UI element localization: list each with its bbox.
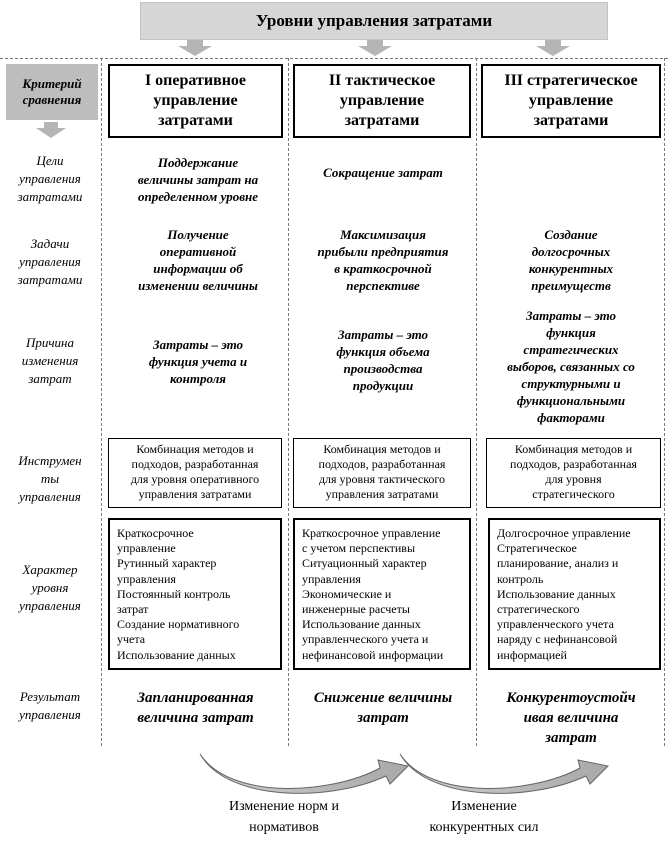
cell-line: преимуществ bbox=[531, 278, 611, 293]
box-line: стратегического bbox=[497, 602, 580, 617]
label-line: Задачи bbox=[30, 236, 70, 251]
label-line: изменения bbox=[21, 353, 79, 368]
row-label-cause bbox=[4, 334, 96, 388]
label-line: управления bbox=[19, 707, 81, 722]
header-line: затратами bbox=[344, 112, 420, 129]
box-line: планирование, анализ и bbox=[497, 556, 619, 571]
box-line: Долгосрочное управление bbox=[497, 526, 631, 540]
cell-goals-operational bbox=[108, 154, 288, 205]
box-line: управления затратами bbox=[138, 487, 252, 501]
cell-line: Поддержание bbox=[157, 155, 239, 170]
box-line: Постоянный контроль bbox=[117, 586, 231, 601]
cell-tasks-tactical bbox=[293, 226, 473, 294]
cell-line: Затраты – это bbox=[525, 308, 617, 323]
cell-line: информации об bbox=[153, 261, 243, 276]
label-line: управления bbox=[19, 489, 81, 504]
curved-arrow-right bbox=[400, 754, 608, 793]
col-divider-3 bbox=[476, 58, 477, 746]
box-line: Использование данных bbox=[497, 586, 616, 601]
box-line: информацией bbox=[497, 647, 567, 662]
header-line: II тактическое bbox=[328, 72, 436, 89]
cell-cause-operational bbox=[108, 336, 288, 387]
box-line: инженерные расчеты bbox=[302, 602, 410, 617]
box-line: нефинансовой информации bbox=[302, 647, 444, 662]
cell-line: функциональными bbox=[516, 393, 626, 408]
cell-line: функция bbox=[546, 325, 596, 340]
box-line: Краткосрочное bbox=[117, 526, 194, 540]
cell-cause-tactical bbox=[293, 326, 473, 394]
box-line: с учетом перспективы bbox=[302, 541, 416, 556]
box-line: управленческого учета и bbox=[302, 632, 429, 647]
criterion-header bbox=[6, 64, 98, 120]
cell-line: Запланированная bbox=[137, 690, 254, 706]
cell-line: Создание bbox=[544, 227, 598, 242]
box-line: для уровня тактического bbox=[318, 472, 446, 486]
cell-line: стратегических bbox=[523, 342, 619, 357]
cell-line: Максимизация bbox=[340, 227, 426, 242]
cell-line: Сокращение затрат bbox=[323, 165, 443, 180]
label-line: ты bbox=[40, 471, 60, 486]
box-line: подходов, разработанная bbox=[131, 457, 259, 471]
label-line: затратами bbox=[17, 189, 83, 204]
box-line: управленческого учета bbox=[497, 617, 614, 632]
arrow-down-col2 bbox=[358, 40, 392, 56]
cell-line: затрат bbox=[357, 710, 409, 726]
arrow-down-col3 bbox=[536, 40, 570, 56]
box-line: подходов, разработанная bbox=[318, 457, 446, 471]
box-tools-strategic bbox=[486, 438, 661, 508]
cell-result-strategic bbox=[478, 688, 664, 748]
cell-line: определенном уровне bbox=[137, 189, 258, 204]
cell-line: в краткосрочной bbox=[334, 261, 432, 276]
cell-line: перспективе bbox=[346, 278, 420, 293]
box-character-strategic bbox=[488, 518, 661, 670]
cell-line: ивая величина bbox=[523, 710, 619, 726]
transition-line: Изменение bbox=[451, 799, 517, 814]
cell-line: прибыли предприятия bbox=[317, 244, 449, 259]
transition-line: Изменение норм и bbox=[228, 799, 340, 814]
box-line: управления bbox=[117, 571, 176, 586]
box-line: управление bbox=[117, 541, 176, 556]
header-line: управление bbox=[528, 92, 614, 109]
box-line: Ситуационный характер bbox=[302, 556, 427, 571]
header-line: затратами bbox=[158, 112, 233, 129]
cell-result-operational bbox=[103, 688, 288, 728]
box-tools-operational bbox=[108, 438, 282, 508]
box-character-tactical bbox=[293, 518, 471, 670]
box-line: управления bbox=[302, 571, 361, 586]
box-line: контроль bbox=[497, 571, 544, 586]
box-line: Экономические и bbox=[302, 586, 392, 601]
box-character-operational bbox=[108, 518, 282, 670]
cell-line: функция учета и bbox=[148, 354, 248, 369]
box-line: наряду с нефинансовой bbox=[497, 632, 618, 647]
label-line: управления bbox=[19, 171, 81, 186]
cell-line: затрат bbox=[545, 730, 597, 746]
column-header-operational bbox=[108, 64, 283, 138]
transition-label-competition bbox=[396, 796, 572, 838]
row-label-character bbox=[4, 561, 96, 615]
header-line: III стратегическое bbox=[504, 72, 638, 89]
transition-line: конкурентных сил bbox=[429, 820, 539, 835]
row-label-tools bbox=[4, 452, 96, 506]
box-line: для уровня bbox=[545, 472, 602, 486]
box-line: Комбинация методов и bbox=[323, 442, 441, 456]
cell-line: структурными и bbox=[521, 376, 621, 391]
label-line: управления bbox=[19, 254, 81, 269]
header-line: управление bbox=[339, 92, 425, 109]
criterion-line: сравнения bbox=[22, 92, 82, 107]
cell-line: конкурентных bbox=[528, 261, 614, 276]
transition-label-norms bbox=[196, 796, 372, 838]
label-line: Результат bbox=[19, 689, 81, 704]
box-line: для уровня оперативного bbox=[130, 472, 260, 486]
row-label-result bbox=[4, 688, 96, 724]
cell-tasks-strategic bbox=[481, 226, 661, 294]
col-divider-2 bbox=[288, 58, 289, 746]
curved-arrow-left bbox=[200, 754, 408, 793]
col-divider-1 bbox=[101, 58, 102, 746]
box-line: Стратегическое bbox=[497, 541, 577, 556]
cell-line: производства bbox=[343, 361, 423, 376]
box-line: затрат bbox=[117, 602, 149, 617]
transition-arrows bbox=[0, 740, 668, 800]
cell-line: выборов, связанных со bbox=[507, 359, 635, 374]
label-line: управления bbox=[19, 598, 81, 613]
label-line: затратами bbox=[17, 272, 83, 287]
box-line: стратегического bbox=[532, 487, 615, 501]
box-tools-tactical bbox=[293, 438, 471, 508]
cell-line: Затраты – это bbox=[152, 337, 244, 352]
cell-line: Конкурентоустойч bbox=[506, 690, 636, 706]
column-header-strategic bbox=[481, 64, 661, 138]
col-divider-4 bbox=[664, 58, 665, 746]
label-line: Цели bbox=[36, 153, 64, 168]
cell-goals-tactical bbox=[293, 164, 473, 181]
cell-line: изменении величины bbox=[138, 278, 258, 293]
header-line: управление bbox=[153, 92, 238, 109]
box-line: Использование данных bbox=[117, 647, 236, 662]
cell-line: Затраты – это bbox=[337, 327, 429, 342]
label-line: Инструмен bbox=[18, 453, 82, 468]
cell-line: долгосрочных bbox=[531, 244, 611, 259]
box-line: Комбинация методов и bbox=[514, 442, 633, 456]
cell-line: продукции bbox=[352, 378, 414, 393]
cell-result-tactical bbox=[290, 688, 476, 728]
box-line: управления затратами bbox=[325, 487, 439, 501]
arrow-down-col1 bbox=[178, 40, 212, 56]
box-line: Рутинный характер bbox=[117, 556, 217, 571]
box-line: Краткосрочное управление bbox=[302, 526, 441, 540]
header-line: затратами bbox=[533, 112, 609, 129]
box-line: Комбинация методов и bbox=[136, 442, 254, 456]
box-line: учета bbox=[117, 632, 146, 647]
cell-line: факторами bbox=[537, 410, 605, 425]
cell-line: Получение bbox=[167, 227, 229, 242]
cell-line: Снижение величины bbox=[313, 690, 453, 706]
cell-line: контроля bbox=[170, 371, 226, 386]
transition-line: нормативов bbox=[249, 820, 319, 835]
cell-line: величины затрат на bbox=[137, 172, 259, 187]
column-header-tactical bbox=[293, 64, 471, 138]
cell-line: функция объема bbox=[336, 344, 430, 359]
label-line: уровня bbox=[31, 580, 69, 595]
arrow-down-criterion bbox=[36, 122, 66, 138]
cell-tasks-operational bbox=[108, 226, 288, 294]
criterion-line: Критерий bbox=[22, 76, 82, 91]
label-line: Причина bbox=[25, 335, 75, 350]
box-line: подходов, разработанная bbox=[510, 457, 637, 471]
cell-line: оперативной bbox=[159, 244, 237, 259]
row-label-tasks bbox=[4, 235, 96, 289]
diagram-title: Уровни управления затратами bbox=[140, 2, 608, 40]
cell-line: величина затрат bbox=[137, 710, 254, 726]
cell-cause-strategic bbox=[481, 307, 661, 426]
box-line: Создание нормативного bbox=[117, 617, 240, 632]
row-label-goals bbox=[4, 152, 96, 206]
header-line: I оперативное bbox=[144, 72, 247, 89]
label-line: Характер bbox=[22, 562, 78, 577]
label-line: затрат bbox=[28, 371, 72, 386]
box-line: Использование данных bbox=[302, 617, 421, 632]
